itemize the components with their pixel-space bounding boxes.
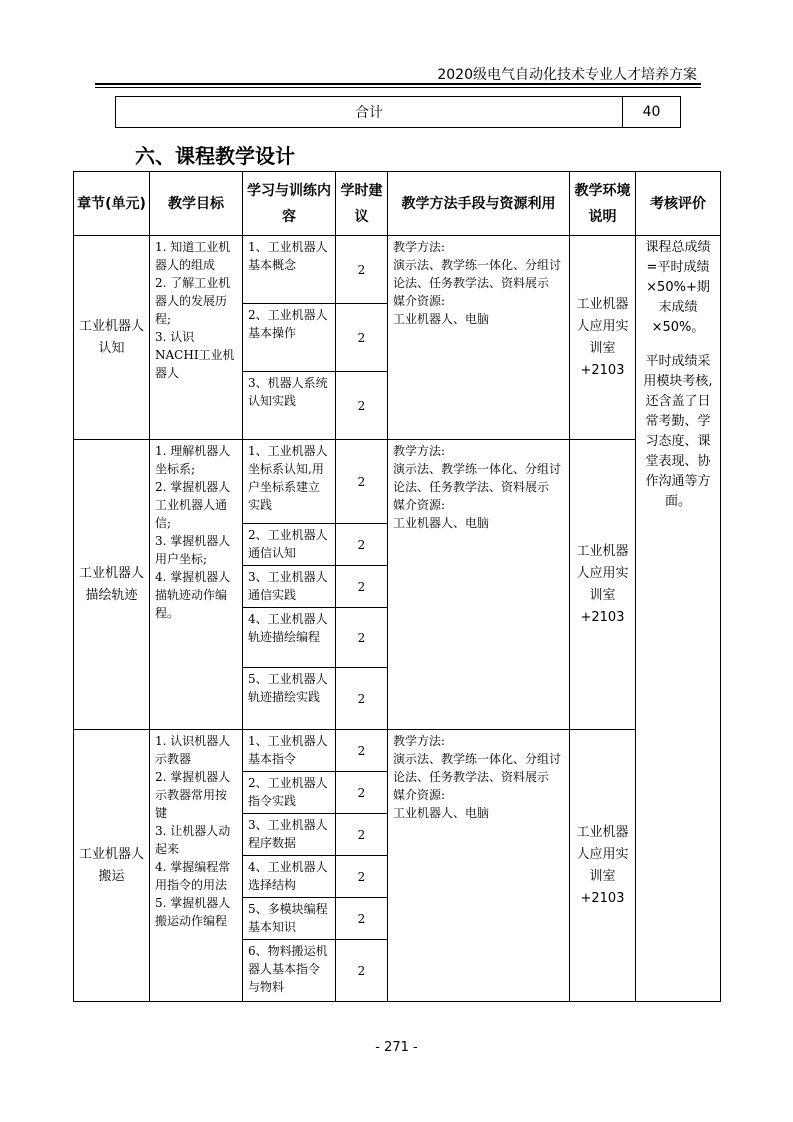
content-item: 1、工业机器人基本指令 [243,730,336,772]
header-unit: 章节(单元) [74,172,150,236]
hours-value: 2 [336,372,388,440]
content-item: 3、工业机器人通信实践 [243,566,336,608]
content-item: 2、工业机器人通信认知 [243,524,336,566]
unit-environment: 工业机器人应用实训室+2103 [570,236,636,440]
header-rule-thin [95,87,701,88]
content-item: 1、工业机器人基本概念 [243,236,336,304]
method-label: 教学方法: [393,240,446,254]
unit-method [388,440,570,730]
header-rule-thick [95,83,701,85]
header-hours: 学时建议 [336,172,388,236]
content-item: 2、工业机器人基本操作 [243,304,336,372]
header-method: 教学方法手段与资源利用 [388,172,570,236]
goal-item: 1. 知道工业机器人的组成 [155,240,231,272]
goal-item: 2. 掌握机器人示教器常用按键 [155,770,231,820]
unit-name: 工业机器人描绘轨迹 [74,440,150,730]
media-text: 工业机器人、电脑 [393,312,490,326]
total-table [115,96,681,128]
media-label: 媒介资源: [393,498,446,512]
header-content: 学习与训练内容 [243,172,336,236]
hours-value: 2 [336,730,388,772]
document-header-title: 2020级电气自动化技术专业人才培养方案 [437,67,697,83]
goal-item: 4. 掌握机器人描轨迹动作编程。 [155,570,231,620]
hours-value: 2 [336,608,388,668]
unit-method [388,730,570,1002]
media-text: 工业机器人、电脑 [393,516,490,530]
hours-value: 2 [336,814,388,856]
method-text: 演示法、教学练一体化、分组讨论法、任务教学法、资料展示 [393,258,562,290]
goal-item: 1. 理解机器人坐标系; [155,444,231,476]
hours-value: 2 [336,236,388,304]
method-text: 演示法、教学练一体化、分组讨论法、任务教学法、资料展示 [393,462,562,494]
header-assessment: 考核评价 [636,172,721,236]
table-row [74,730,721,772]
goal-item: 3. 掌握机器人用户坐标; [155,534,231,566]
goal-item: 1. 认识机器人示教器 [155,734,231,766]
page-number: - 271 - [375,1040,418,1055]
hours-value: 2 [336,856,388,898]
unit-goals [150,730,243,1002]
goal-item: 3. 认识NACHI工业机器人 [155,330,235,380]
table-row [74,440,721,524]
hours-value: 2 [336,940,388,1002]
media-label: 媒介资源: [393,294,446,308]
table-row [74,236,721,304]
assessment-total: 课程总成绩=平时成绩×50%+期末成绩×50%。 [645,240,711,335]
method-text: 演示法、教学练一体化、分组讨论法、任务教学法、资料展示 [393,752,562,784]
goal-item: 3. 让机器人动起来 [155,824,231,856]
goal-item: 2. 了解工业机器人的发展历程; [155,276,231,326]
assessment-spacer [641,338,715,352]
header-goals: 教学目标 [150,172,243,236]
content-item: 4、工业机器人选择结构 [243,856,336,898]
section-title: 六、课程教学设计 [135,144,295,168]
content-item: 2、工业机器人指令实践 [243,772,336,814]
media-text: 工业机器人、电脑 [393,806,490,820]
course-design-table [73,171,721,1002]
content-item: 4、工业机器人轨迹描绘编程 [243,608,336,668]
unit-goals [150,236,243,440]
hours-value: 2 [336,668,388,730]
goal-item: 4. 掌握编程常用指令的用法 [155,860,231,892]
content-item: 3、工业机器人程序数据 [243,814,336,856]
total-value: 40 [623,97,681,128]
unit-name: 工业机器人认知 [74,236,150,440]
unit-method [388,236,570,440]
unit-name: 工业机器人搬运 [74,730,150,1002]
content-item: 3、机器人系统认知实践 [243,372,336,440]
hours-value: 2 [336,566,388,608]
media-label: 媒介资源: [393,788,446,802]
content-item: 1、工业机器人坐标系认知,用户坐标系建立实践 [243,440,336,524]
hours-value: 2 [336,304,388,372]
table-header-row [74,172,721,236]
unit-environment: 工业机器人应用实训室+2103 [570,730,636,1002]
hours-value: 2 [336,898,388,940]
unit-goals [150,440,243,730]
assessment-cell [636,236,721,1002]
content-item: 5、多模块编程基本知识 [243,898,336,940]
goal-item: 5. 掌握机器人搬运动作编程 [155,896,231,928]
content-item: 5、工业机器人轨迹描绘实践 [243,668,336,730]
header-environment: 教学环境说明 [570,172,636,236]
total-row [116,97,681,128]
hours-value: 2 [336,524,388,566]
total-label: 合计 [116,97,623,128]
unit-environment: 工业机器人应用实训室+2103 [570,440,636,730]
method-label: 教学方法: [393,444,446,458]
hours-value: 2 [336,440,388,524]
content-item: 6、物料搬运机器人基本指令与物料 [243,940,336,1002]
method-label: 教学方法: [393,734,446,748]
hours-value: 2 [336,772,388,814]
goal-item: 2. 掌握机器人工业机器人通信; [155,480,231,530]
assessment-regular: 平时成绩采用模块考核,还含盖了日常考勤、学习态度、课堂表现、协作沟通等方面。 [643,354,713,509]
